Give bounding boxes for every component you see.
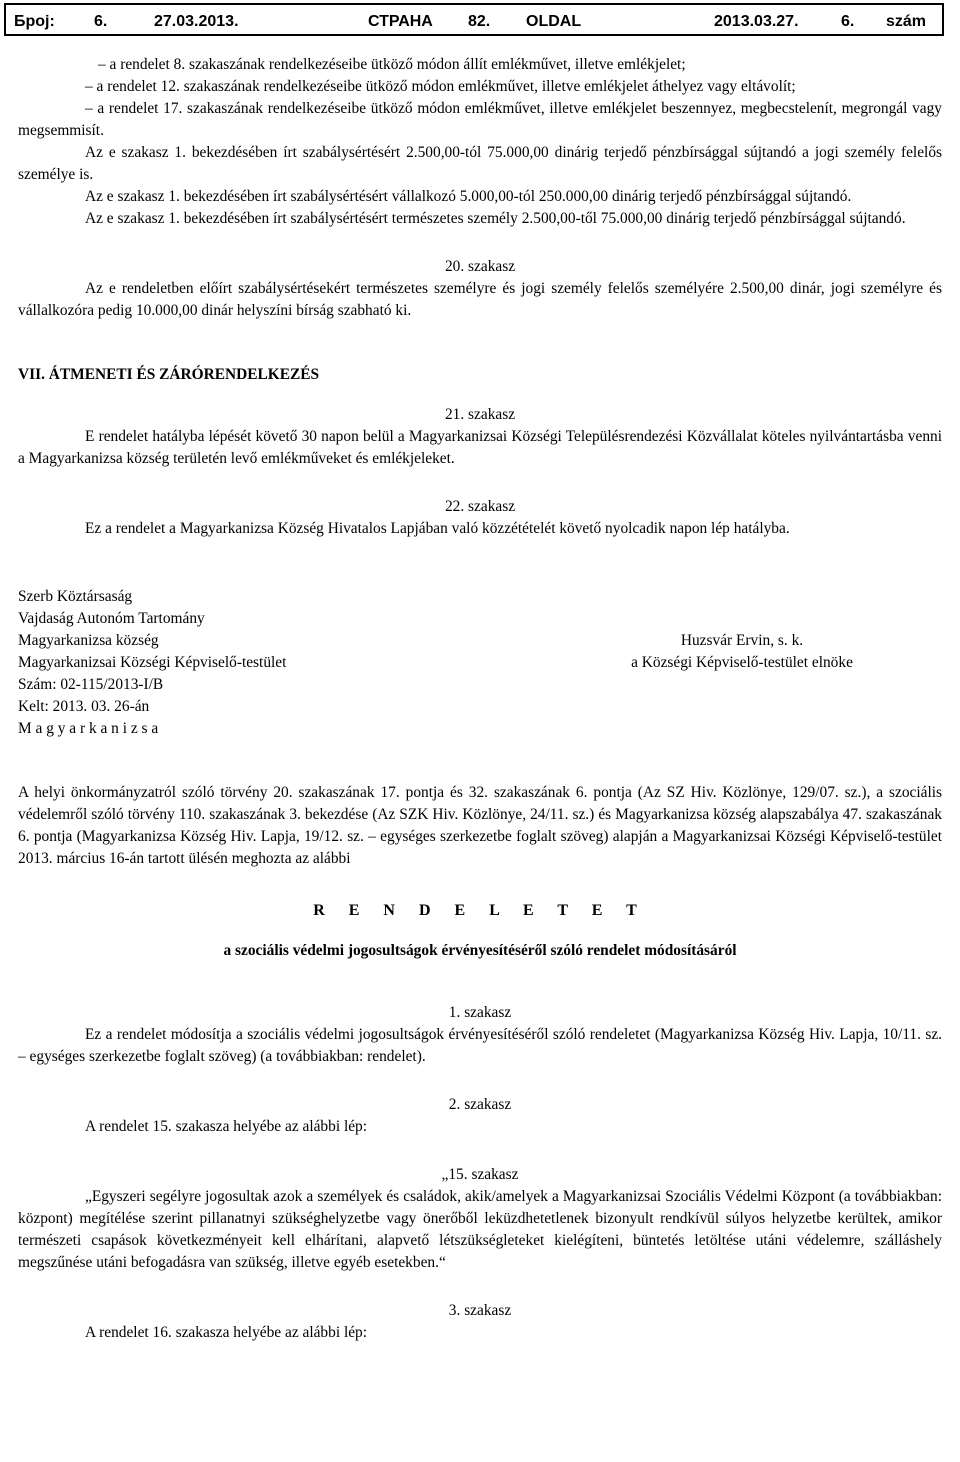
section-heading: 21. szakasz [444,406,516,423]
header-issue-label-hu: szám [886,13,927,30]
paragraph: Ez a rendelet módosítja a szociális védelmi jogosultságok érvényesítéséről szóló rendeletet (Magyarkanizsa Község Hiv. Lapja, 10/11. sz. – egységes szerkezetbe foglalt szöveg) (a továbbiakban: rendelet). [18,1026,942,1065]
paragraph: Az e szakasz 1. bekezdésében írt szabálysértésért természetes személy 2.500,00-től 75.000,00 dinárig terjedő pénzbírsággal sújtandó. [85,210,906,227]
issuer-line: Magyarkanizsai Községi Képviselő-testület [18,654,287,671]
issuer-line: M a g y a r k a n i z s a [18,720,159,737]
issuer-line: Vajdaság Autonóm Tartomány [18,610,205,627]
issuer-block [18,586,518,740]
paragraph: „Egyszeri segélyre jogosultak azok a személyek és családok, akik/amelyek a Magyarkanizsai Szociális Védelmi Központ (a továbbiakban: központ) megítélése szerint pillanatnyi szükséghelyzetbe vagy önerőből leküzdhetetlenek bizonyult rendkívül súlyos helyzetbe kerültek, amikor természeti csapások következményeit kell elhárítani, alapvető létszükségleteket kielégíteni, büntetés letöltése utáni védelemre, szálláshely megszűnése utáni befogadásra van szükség, illetve egyéb esetekben.“ [18,1188,942,1271]
paragraph: Ez a rendelet a Magyarkanizsa Község Hivatalos Lapjában való közzétételét követő nyolcadik napon lép hatályba. [85,520,790,537]
section-heading: 2. szakasz [448,1096,512,1113]
page-header [4,3,944,36]
paragraph: A rendelet 15. szakasza helyébe az alábbi lép: [85,1118,368,1135]
header-issue-number-hu: 6. [841,13,855,30]
decree-subtitle: a szociális védelmi jogosultságok érvényesítéséről szóló rendelet módosításáról [223,942,737,959]
document-body [18,54,942,1344]
preamble: A helyi önkormányzatról szóló törvény 20. szakaszának 17. pontja és 32. szakaszának 6. pontja (Az SZ Hiv. Közlönye, 129/07. sz.), a szociális védelemről szóló törvény 110. szakaszának 3. bekezdése (Az SZK Hiv. Közlönye, 24/11. sz.) és Magyarkanizsa község alapszabálya 47. szakaszának 6. pontja (Magyarkanizsa Község Hiv. Lapja, 19/12. sz. – egységes szerkezetbe foglalt szöveg) alapján a Magyarkanizsai Községi Képviselő-testület 2013. március 16-án tartott ülésén meghozta az alábbi [18,784,942,867]
header-date-sr: 27.03.2013. [154,13,239,30]
chapter-heading: VII. ÁTMENETI ÉS ZÁRÓRENDELKEZÉS [18,366,320,383]
header-page-label-hu: OLDAL [526,13,582,30]
paragraph: A rendelet 16. szakasza helyébe az alábbi lép: [85,1324,368,1341]
issuer-line: Szám: 02-115/2013-I/B [18,676,164,693]
issuer-line: Szerb Köztársaság [18,588,133,605]
section-heading: 1. szakasz [448,1004,512,1021]
header-date-hu: 2013.03.27. [714,13,799,30]
section-heading: 3. szakasz [448,1302,512,1319]
header-page-label-sr: СТРАНА [368,13,433,30]
signer-block [542,586,942,740]
issuer-line: Magyarkanizsa község [18,632,159,649]
header-issue-number: 6. [94,13,108,30]
list-item: – a rendelet 17. szakaszának rendelkezéseibe ütköző módon emlékművet, illetve emlékjelet beszennyez, megbecstelenít, megrongál vagy megsemmisít. [18,100,942,139]
signer-name: Huzsvár Ervin, s. k. [680,632,804,649]
paragraph: Az e szakasz 1. bekezdésében írt szabálysértésért 2.500,00-tól 75.000,00 dinárig terjedő pénzbírsággal sújtandó a jogi személy felelős személye is. [18,144,942,183]
issuer-line: Kelt: 2013. 03. 26-án [18,698,150,715]
header-issue-label-sr: Број: [14,13,55,30]
paragraph: E rendelet hatályba lépését követő 30 napon belül a Magyarkanizsai Községi Településrendezési Közvállalat köteles nyilvántartásba venni a Magyarkanizsa község területén levő emlékműveket és emlékjeleket. [18,428,942,467]
header-page-number: 82. [468,13,491,30]
list-item: – a rendelet 12. szakaszának rendelkezéseibe ütköző módon emlékművet, illetve emlékjelet áthelyez vagy eltávolít; [85,78,796,95]
list-item: – a rendelet 8. szakaszának rendelkezéseibe ütköző módon állít emlékművet, illetve emlékjelet; [98,56,686,73]
quoted-section-heading: „15. szakasz [441,1166,519,1183]
section-heading: 22. szakasz [444,498,516,515]
signature-block [18,586,942,740]
decree-title: R E N D E L E T E T [313,902,647,919]
section-heading: 20. szakasz [444,258,516,275]
paragraph: Az e szakasz 1. bekezdésében írt szabálysértésért vállalkozó 5.000,00-tól 250.000,00 dinárig terjedő pénzbírsággal sújtandó. [85,188,852,205]
paragraph: Az e rendeletben előírt szabálysértésekért természetes személyre és jogi személy felelős személyére 2.500,00 dinár, jogi személyre és vállalkozóra pedig 10.000,00 dinár helyszíni bírság szabható ki. [18,280,942,319]
signer-title: a Községi Képviselő-testület elnöke [631,654,853,671]
